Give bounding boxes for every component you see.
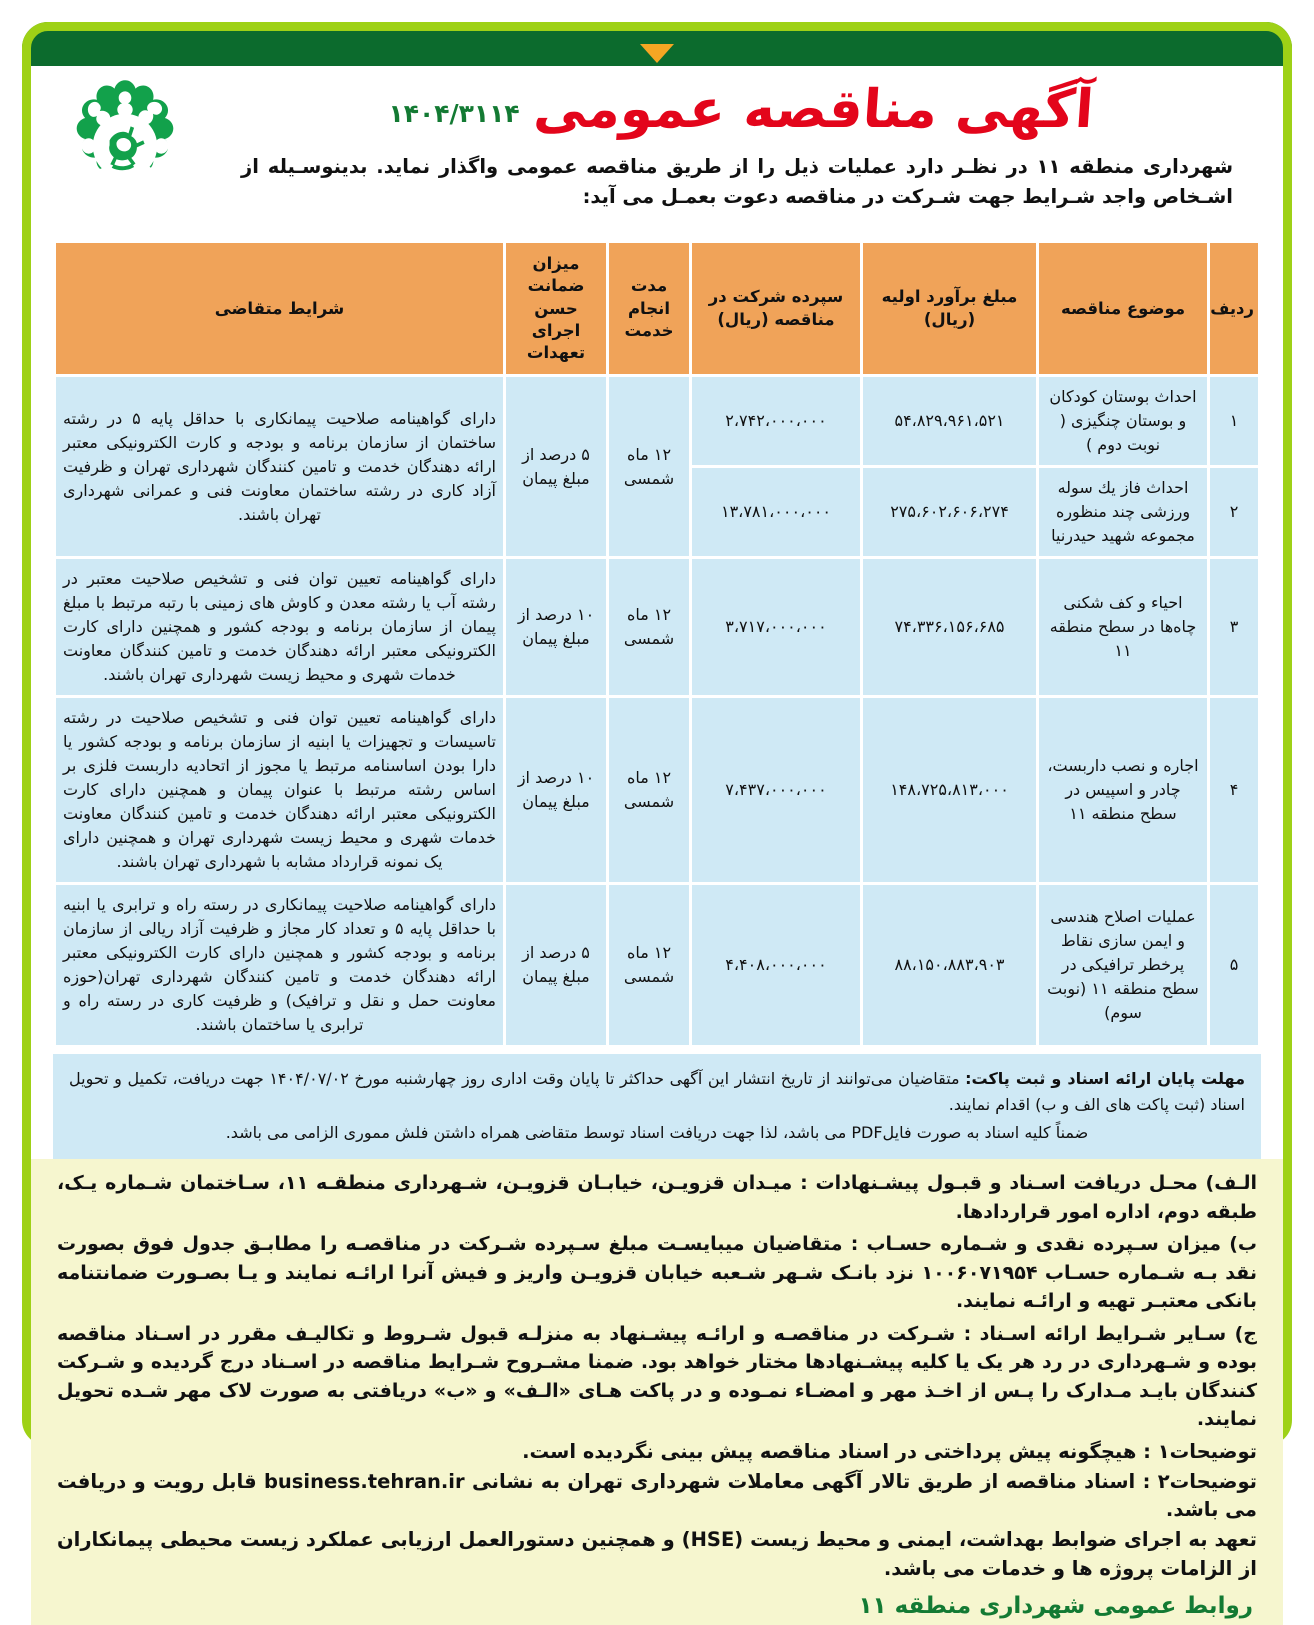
- cell-duration: ۱۲ ماه شمسی: [609, 698, 689, 882]
- table-row: [56, 559, 1258, 695]
- document-header: [31, 66, 1283, 226]
- note-1: [57, 1438, 1257, 1466]
- cell-duration: ۱۲ ماه شمسی: [609, 377, 689, 556]
- page-title: آگهی مناقصه عمومی: [531, 79, 1096, 140]
- table-row: [56, 885, 1258, 1045]
- th-guarantee: میزان ضمانت حسن اجرای تعهدات: [506, 243, 606, 374]
- cell-estimate: ۱۴۸،۷۲۵،۸۱۳،۰۰۰: [863, 698, 1036, 882]
- cell-deposit: ۴،۴۰۸،۰۰۰،۰۰۰: [692, 885, 860, 1045]
- cell-estimate: ۸۸،۱۵۰،۸۸۳،۹۰۳: [863, 885, 1036, 1045]
- cell-deposit: ۲،۷۴۲،۰۰۰،۰۰۰: [692, 377, 860, 465]
- notice-line2: ضمناً کلیه اسناد به صورت فایلPDF می باشد، لذا جهت دریافت اسناد توسط متقاضی همراه داشتن فلش مموری الزامی می باشد.: [225, 1122, 1089, 1142]
- title-row: [51, 79, 1263, 140]
- tender-number: ۱۴۰۴/۳۱۱۴: [388, 98, 520, 128]
- th-deposit: سپرده شرکت در مناقصه (ریال): [692, 243, 860, 374]
- intro-organization: شهرداری منطقه ۱۱: [1036, 154, 1234, 178]
- clause-jim-lead: ج) سـایر شـرایط ارائه اسـناد :: [963, 1322, 1257, 1345]
- cell-guarantee: ۵ درصد از مبلغ پیمان: [506, 377, 606, 556]
- cell-conditions: دارای گواهینامه تعیین توان فنی و تشخیص صلاحیت معتبر در رشته آب یا رشته معدن و کاوش های زمینی با رتبه مرتبط با مبلغ پیمان از سازمان برنامه و بودجه کشور و همچنین دارای کارت الکترونیکی معتبر ارائه دهندگان خدمت و تامین کنندگان معاونت خدمات شهری و محیط زیست شهرداری تهران باشند.: [56, 559, 503, 695]
- cell-conditions: دارای گواهینامه تعیین توان فنی و تشخیص صلاحیت در رشته تاسیسات و تجهیزات یا ابنیه از سازمان برنامه و بودجه کشور یا دارا بودن اساسنامه مرتبط یا مجوز از اتحادیه داربست فلزی بر اساس رشته مرتبط با عنوان پیمان و همچنین دارای کارت الکترونیکی معتبر ارائه دهندگان خدمت و تامین کنندگان معاونت خدمات شهری و محیط زیست شهرداری تهران و همچنین دارای یک نمونه قرارداد مشابه با شهرداری تهران باشند.: [56, 698, 503, 882]
- cell-conditions: دارای گواهینامه صلاحیت پیمانکاری در رسته راه و ترابری یا ابنیه با حداقل پایه ۵ و تعداد کار مجاز و ظرفیت آزاد ریالی از سازمان برنامه و بودجه کشور و همچنین دارای کارت الکترونیکی معتبر ارائه دهندگان خدمت و تامین کنندگان شهرداری تهران(حوزه معاونت حمل و نقل و ترافیک) و ظرفیت کاری در رسته راه و ترابری یا ساختمان باشند.: [56, 885, 503, 1045]
- tender-table-wrapper: [31, 226, 1283, 1048]
- public-relations-signature: روابط عمومی شهرداری منطقه ۱۱: [858, 1592, 1253, 1619]
- clause-be-body: متقاضیان میبایسـت مبلغ سـپرده شـرکت در مناقصـه را مطابـق جدول فوق بصورت نقد بـه شـماره حسـاب ۱۰۰۶۰۷۱۹۵۴ نزد بانـک شـهر شـعبه خیابان قزویـن واریز و فیش آنرا ارائـه نمایند و یـا بصـورت ضمانتنامه بانکی معتبـر تهیه و ارائـه نمایند.: [57, 1233, 1257, 1313]
- cell-estimate: ۷۴،۳۳۶،۱۵۶،۶۸۵: [863, 559, 1036, 695]
- th-conditions: شرایط متقاضی: [56, 243, 503, 374]
- cell-deposit: ۱۳،۷۸۱،۰۰۰،۰۰۰: [692, 468, 860, 556]
- tender-website-link[interactable]: business.tehran.ir: [263, 1469, 465, 1493]
- paper-sheet: [31, 66, 1283, 1619]
- intro-text: در نظـر دارد عملیات ذیل را از طریق مناقصه عمومی واگذار نماید. بدینوسـیله از اشـخاص واجد شـرایط جهت شـرکت در مناقصه دعوت بعمـل می آید:: [241, 154, 1233, 208]
- clause-alef-lead: الـف) محـل دریافت اسـناد و قبـول پیشـنهادات :: [800, 1172, 1257, 1195]
- conditions-section: [31, 1159, 1283, 1625]
- th-duration: مدت انجام خدمت: [609, 243, 689, 374]
- th-subject: موضوع مناقصه: [1039, 243, 1207, 374]
- clause-be: [57, 1230, 1257, 1316]
- cell-subject: عملیات اصلاح هندسی و ایمن سازی نقاط پرخطر ترافیکی در سطح منطقه ۱۱ (نوبت سوم): [1039, 885, 1207, 1045]
- cell-duration: ۱۲ ماه شمسی: [609, 559, 689, 695]
- cell-estimate: ۵۴،۸۲۹،۹۶۱،۵۲۱: [863, 377, 1036, 465]
- cell-subject: احداث بوستان کودکان و بوستان چنگیزی ( نوبت دوم ): [1039, 377, 1207, 465]
- note-2-body-before: اسناد مناقصه از طریق تالار آگهی معاملات شهرداری تهران به نشانی: [464, 1469, 1143, 1493]
- cell-deposit: ۳،۷۱۷،۰۰۰،۰۰۰: [692, 559, 860, 695]
- cell-duration: ۱۲ ماه شمسی: [609, 885, 689, 1045]
- note-2-lead: توضیحات۲ :: [1142, 1469, 1257, 1493]
- cell-subject: اجاره و نصب داربست، چادر و اسپیس در سطح منطقه ۱۱: [1039, 698, 1207, 882]
- cell-subject: احیاء و کف شکنی چاه‌ها در سطح منطقه ۱۱: [1039, 559, 1207, 695]
- cell-estimate: ۲۷۵،۶۰۲،۶۰۶،۲۷۴: [863, 468, 1036, 556]
- cell-conditions: دارای گواهینامه صلاحیت پیمانکاری با حداقل پایه ۵ در رشته ساختمان از سازمان برنامه و بودجه و کارت الکترونیکی معتبر ارائه دهندگان خدمت و تامین کنندگان شهرداری تهران و ظرفیت آزاد کاری در رشته ساختمان معاونت فنی و عمرانی شهرداری تهران باشند.: [56, 377, 503, 556]
- orange-triangle-marker: [640, 44, 674, 63]
- deadline-notice: [53, 1054, 1261, 1159]
- cell-subject: احداث فاز یك سوله ورزشی چند منظوره مجموعه شهید حیدرنیا: [1039, 468, 1207, 556]
- th-row-no: ردیف: [1210, 243, 1258, 374]
- clause-jim-body: شـرکت در مناقصـه و ارائـه پیشـنهاد به منزلـه قبول شـروط و تکالیـف مقرر در اسـناد مناقصه بوده و شـهرداری در رد هر یک یا کلیه پیشـنهادها مختار خواهد بود. ضمنا مشـروح شـرایط مناقصه در اسـناد درج گردیده و شـرکت کنندگان بایـد مـدارک را پـس از اخـذ مهر و امضـاء نمـوده و در پاکت هـای «الـف» و «ب» دریافتی به صورت لاک مهر شـده تحویل نمایند.: [57, 1322, 1257, 1431]
- cell-row-no: ۳: [1210, 559, 1258, 695]
- note-1-lead: توضیحات۱ :: [1143, 1439, 1257, 1463]
- tender-table: [53, 240, 1261, 1048]
- cell-guarantee: ۱۰ درصد از مبلغ پیمان: [506, 559, 606, 695]
- table-row: [56, 698, 1258, 882]
- cell-row-no: ۱: [1210, 377, 1258, 465]
- note-2: [57, 1468, 1257, 1525]
- notice-lead: مهلت پایان ارائه اسناد و ثبت پاکت:: [965, 1069, 1246, 1089]
- note-1-body: هیچگونه پیش پرداختی در اسناد مناقصه پیش بینی نگردیده است.: [522, 1439, 1144, 1463]
- hse-note: تعهد به اجرای ضوابط بهداشت، ایمنی و محیط زیست (HSE) و همچنین دستورالعمل ارزیابی عملکرد زیست محیطی پیمانکاران از الزامات پروژه ها و خدمات می باشد.: [57, 1528, 1258, 1580]
- cell-row-no: ۲: [1210, 468, 1258, 556]
- intro-paragraph: [51, 138, 1263, 212]
- clause-alef: [57, 1169, 1257, 1226]
- cell-guarantee: ۵ درصد از مبلغ پیمان: [506, 885, 606, 1045]
- cell-deposit: ۷،۴۳۷،۰۰۰،۰۰۰: [692, 698, 860, 882]
- th-estimate: مبلغ برآورد اولیه (ریال): [863, 243, 1036, 374]
- tehran-municipality-logo-icon: [55, 76, 195, 216]
- clause-alef-body: میـدان قزویـن، خیابـان قزویـن، شـهرداری منطقـه ۱۱، سـاختمان شـماره یـک، طبقه دوم، اداره امور قراردادها.: [57, 1172, 1257, 1223]
- table-header-row: [56, 243, 1258, 374]
- table-row: [56, 377, 1258, 465]
- cell-guarantee: ۱۰ درصد از مبلغ پیمان: [506, 698, 606, 882]
- clause-jim: [57, 1320, 1257, 1434]
- cell-row-no: ۵: [1210, 885, 1258, 1045]
- notice-body: متقاضیان می‌توانند از تاریخ انتشار این آگهی حداکثر تا پایان وقت اداری روز چهارشنبه مورخ ۱۴۰۴/۰۷/۰۲ جهت دریافت، تکمیل و تحویل اسناد (ثبت پاکت های الف و ب) اقدام نمایند.: [69, 1069, 1245, 1114]
- note-2-body-after: قابل رویت و دریافت می باشد.: [57, 1469, 1257, 1522]
- clause-be-lead: ب) میزان سـپرده نقدی و شـماره حسـاب :: [850, 1233, 1257, 1256]
- cell-row-no: ۴: [1210, 698, 1258, 882]
